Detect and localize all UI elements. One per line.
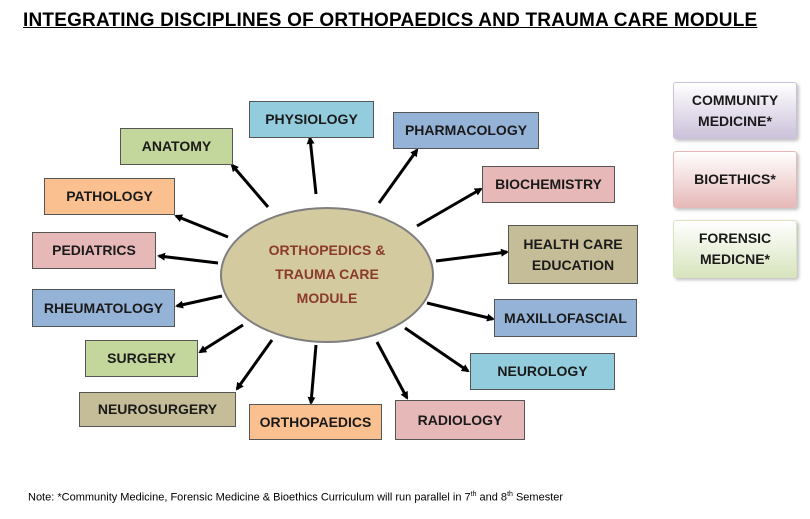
arrow-maxillofascial bbox=[427, 303, 493, 319]
central-module-ellipse bbox=[220, 207, 434, 343]
central-module-label: ORTHOPEDICS & TRAUMA CARE MODULE bbox=[268, 242, 386, 306]
parallel-bioethics: BIOETHICS* bbox=[673, 151, 797, 208]
discipline-radiology: RADIOLOGY bbox=[395, 400, 525, 440]
footnote-middle: and 8 bbox=[476, 491, 508, 504]
parallel-forensic-medicine: FORENSIC MEDICNE* bbox=[673, 220, 797, 278]
arrow-biochemistry bbox=[417, 189, 481, 226]
discipline-biochemistry: BIOCHEMISTRY bbox=[482, 166, 615, 203]
arrow-radiology bbox=[377, 342, 407, 398]
arrow-pharmacology bbox=[379, 150, 417, 203]
footnote-sup-8th: th bbox=[507, 491, 513, 498]
discipline-neurosurgery: NEUROSURGERY bbox=[79, 392, 236, 427]
discipline-health-care-education: HEALTH CARE EDUCATION bbox=[508, 225, 638, 284]
arrow-health-care-education bbox=[436, 252, 507, 261]
discipline-neurology: NEUROLOGY bbox=[470, 353, 615, 390]
discipline-rheumatology: RHEUMATOLOGY bbox=[32, 289, 175, 327]
discipline-pediatrics: PEDIATRICS bbox=[32, 232, 156, 269]
arrow-pediatrics bbox=[159, 256, 218, 263]
discipline-anatomy: ANATOMY bbox=[120, 128, 233, 165]
arrow-surgery bbox=[200, 325, 243, 352]
arrow-pathology bbox=[176, 216, 228, 237]
arrow-neurology bbox=[405, 328, 468, 371]
arrow-neurosurgery bbox=[237, 340, 272, 389]
footnote-suffix: Semester bbox=[512, 491, 564, 504]
arrow-physiology bbox=[310, 138, 316, 194]
discipline-maxillofascial: MAXILLOFASCIAL bbox=[494, 299, 637, 337]
discipline-surgery: SURGERY bbox=[85, 340, 198, 377]
discipline-pharmacology: PHARMACOLOGY bbox=[393, 112, 539, 149]
discipline-pathology: PATHOLOGY bbox=[44, 178, 175, 215]
arrow-orthopaedics bbox=[311, 345, 316, 403]
arrow-rheumatology bbox=[177, 296, 222, 306]
discipline-orthopaedics: ORTHOPAEDICS bbox=[249, 404, 382, 440]
footnote-prefix: Note: *Community Medicine, Forensic Medicine & Bioethics Curriculum will run parallel in 7 bbox=[28, 491, 471, 504]
footnote bbox=[28, 491, 563, 504]
page-title: INTEGRATING DISCIPLINES OF ORTHOPAEDICS AND TRAUMA CARE MODULE bbox=[23, 10, 758, 31]
arrow-anatomy bbox=[232, 165, 268, 207]
parallel-community-medicine: COMMUNITY MEDICINE* bbox=[673, 82, 797, 139]
footnote-sup-7th: th bbox=[470, 491, 477, 498]
discipline-physiology: PHYSIOLOGY bbox=[249, 101, 374, 138]
